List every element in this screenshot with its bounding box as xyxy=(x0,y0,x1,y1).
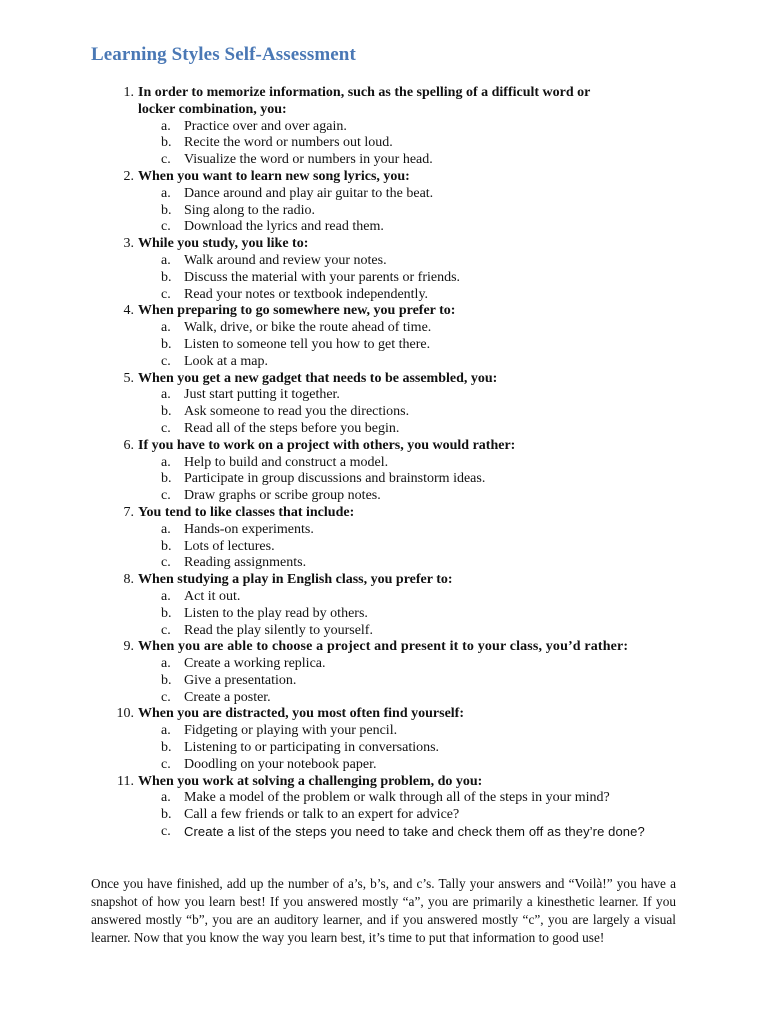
answer-option xyxy=(0,186,768,203)
option-text: Make a model of the problem or walk through all of the steps in your mind? xyxy=(184,790,610,806)
question-text-continued: locker combination, you: xyxy=(138,101,287,117)
closing-paragraph: Once you have finished, add up the number of a’s, b’s, and c’s. Tally your answers and “Voilà!” you have a snapshot of how you learn best! If you answered mostly “a”, you are primarily a kinesthetic learner. If you answered mostly “b”, you are an auditory learner, and if you answered mostly “c”, you are largely a visual learner. Now that you know the way you learn best, it’s time to put that information to good use! xyxy=(91,876,676,945)
option-letter: b. xyxy=(161,807,172,823)
answer-option xyxy=(0,152,768,169)
option-text: Read the play silently to yourself. xyxy=(184,622,373,638)
option-text: Sing along to the radio. xyxy=(184,202,316,218)
option-text: Draw graphs or scribe group notes. xyxy=(184,488,381,504)
option-text: Listening to or participating in conversations. xyxy=(184,740,440,756)
option-letter: a. xyxy=(161,790,171,806)
option-letter: c. xyxy=(161,488,171,504)
option-letter: c. xyxy=(161,286,171,302)
option-letter: a. xyxy=(161,656,171,672)
option-text: Read your notes or textbook independently. xyxy=(184,286,429,302)
question-number: 7. xyxy=(123,504,134,520)
answer-option xyxy=(0,623,768,640)
answer-option xyxy=(0,723,768,740)
option-text: Create a working replica. xyxy=(184,656,326,672)
question-item xyxy=(0,706,768,773)
option-text: Help to build and construct a model. xyxy=(184,454,389,470)
option-text: Discuss the material with your parents or friends. xyxy=(184,269,461,285)
question-number: 1. xyxy=(123,85,134,100)
answer-option xyxy=(0,606,768,623)
answer-option xyxy=(0,740,768,757)
question-item xyxy=(0,774,768,841)
option-text: Just start putting it together. xyxy=(184,387,340,403)
answer-option xyxy=(0,203,768,220)
question-text: While you study, you like to: xyxy=(138,236,309,252)
answer-option xyxy=(0,320,768,337)
option-text: Recite the word or numbers out loud. xyxy=(184,135,393,151)
question-text: You tend to like classes that include: xyxy=(138,504,355,520)
option-text: Give a presentation. xyxy=(184,672,297,688)
answer-option xyxy=(0,589,768,606)
option-text: Ask someone to read you the directions. xyxy=(184,404,410,420)
answer-option xyxy=(0,135,768,152)
option-letter: c. xyxy=(161,219,171,235)
option-letter: c. xyxy=(161,420,171,436)
option-text: Walk, drive, or bike the route ahead of time. xyxy=(184,320,432,336)
question-number: 5. xyxy=(123,370,134,386)
question-text: When you are able to choose a project and present it to your class, you’d rather: xyxy=(138,639,629,655)
question-text: If you have to work on a project with others, you would rather: xyxy=(138,437,516,453)
option-letter: b. xyxy=(161,672,172,688)
question-number: 2. xyxy=(123,168,134,184)
question-item xyxy=(0,303,768,370)
answer-option xyxy=(0,455,768,472)
question-item xyxy=(0,371,768,438)
option-text: Fidgeting or playing with your pencil. xyxy=(184,723,398,739)
option-letter: a. xyxy=(161,118,171,134)
answer-option xyxy=(0,219,768,236)
option-letter: a. xyxy=(161,185,171,201)
option-text: Participate in group discussions and brainstorm ideas. xyxy=(184,471,486,487)
question-text: When you are distracted, you most often find yourself: xyxy=(138,706,465,722)
page-title: Learning Styles Self-Assessment xyxy=(91,44,356,65)
option-letter: c. xyxy=(161,353,171,369)
answer-option xyxy=(0,287,768,304)
option-letter: a. xyxy=(161,521,171,537)
option-letter: b. xyxy=(161,135,172,151)
answer-option xyxy=(0,488,768,505)
option-letter: b. xyxy=(161,605,172,621)
answer-option xyxy=(0,387,768,404)
answer-option xyxy=(0,539,768,556)
option-letter: b. xyxy=(161,404,172,420)
answer-option xyxy=(0,673,768,690)
question-text: When you want to learn new song lyrics, you: xyxy=(138,168,410,184)
question-item xyxy=(0,572,768,639)
answer-option xyxy=(0,253,768,270)
question-text: In order to memorize information, such as the spelling of a difficult word or xyxy=(138,85,591,100)
option-text: Reading assignments. xyxy=(184,555,307,571)
option-text: Practice over and over again. xyxy=(184,118,347,134)
option-letter: b. xyxy=(161,538,172,554)
option-text: Hands-on experiments. xyxy=(184,521,314,537)
option-text: Create a list of the steps you need to take and check them off as they’re done? xyxy=(184,824,645,840)
answer-option xyxy=(0,337,768,354)
option-letter: c. xyxy=(161,756,171,772)
option-letter: c. xyxy=(161,622,171,638)
option-text: Read all of the steps before you begin. xyxy=(184,420,400,436)
answer-option xyxy=(0,690,768,707)
question-text: When preparing to go somewhere new, you prefer to: xyxy=(138,303,456,319)
option-letter: c. xyxy=(161,555,171,571)
option-letter: a. xyxy=(161,588,171,604)
option-letter: b. xyxy=(161,336,172,352)
question-list xyxy=(0,85,768,841)
answer-option xyxy=(0,757,768,774)
option-text: Walk around and review your notes. xyxy=(184,252,387,268)
option-text: Listen to the play read by others. xyxy=(184,605,368,621)
answer-option xyxy=(0,656,768,673)
option-text: Dance around and play air guitar to the beat. xyxy=(184,185,434,201)
answer-option xyxy=(0,404,768,421)
option-text: Doodling on your notebook paper. xyxy=(184,756,377,772)
answer-option xyxy=(0,270,768,287)
question-text: When you work at solving a challenging problem, do you: xyxy=(138,773,483,789)
question-item xyxy=(0,236,768,303)
option-letter: c. xyxy=(161,152,171,168)
question-number: 10. xyxy=(116,706,134,722)
question-number: 9. xyxy=(123,639,134,655)
question-text: When you get a new gadget that needs to be assembled, you: xyxy=(138,370,498,386)
option-letter: a. xyxy=(161,723,171,739)
option-text: Look at a map. xyxy=(184,353,268,369)
question-item xyxy=(0,85,768,169)
option-text: Download the lyrics and read them. xyxy=(184,219,384,235)
option-letter: b. xyxy=(161,471,172,487)
question-item xyxy=(0,169,768,236)
option-letter: a. xyxy=(161,454,171,470)
answer-option xyxy=(0,522,768,539)
option-text: Act it out. xyxy=(184,588,241,604)
answer-option xyxy=(0,555,768,572)
option-letter: c. xyxy=(161,689,171,705)
question-text: When studying a play in English class, you prefer to: xyxy=(138,572,453,588)
question-number: 8. xyxy=(123,572,134,588)
option-letter: b. xyxy=(161,269,172,285)
answer-option xyxy=(0,421,768,438)
option-text: Lots of lectures. xyxy=(184,538,275,554)
option-letter: b. xyxy=(161,740,172,756)
option-text: Listen to someone tell you how to get there. xyxy=(184,336,431,352)
question-item xyxy=(0,505,768,572)
answer-option xyxy=(0,824,768,841)
option-text: Create a poster. xyxy=(184,689,271,705)
answer-option xyxy=(0,354,768,371)
question-number: 6. xyxy=(123,437,134,453)
question-number: 4. xyxy=(123,303,134,319)
option-text: Visualize the word or numbers in your head. xyxy=(184,152,433,168)
option-letter: a. xyxy=(161,252,171,268)
option-letter: a. xyxy=(161,387,171,403)
option-letter: b. xyxy=(161,202,172,218)
question-number: 11. xyxy=(117,773,134,789)
answer-option xyxy=(0,119,768,136)
option-letter: a. xyxy=(161,320,171,336)
option-letter: c. xyxy=(161,824,171,840)
question-item xyxy=(0,639,768,706)
answer-option xyxy=(0,471,768,488)
answer-option xyxy=(0,807,768,824)
option-text: Call a few friends or talk to an expert for advice? xyxy=(184,807,460,823)
question-item xyxy=(0,438,768,505)
answer-option xyxy=(0,790,768,807)
question-number: 3. xyxy=(123,236,134,252)
